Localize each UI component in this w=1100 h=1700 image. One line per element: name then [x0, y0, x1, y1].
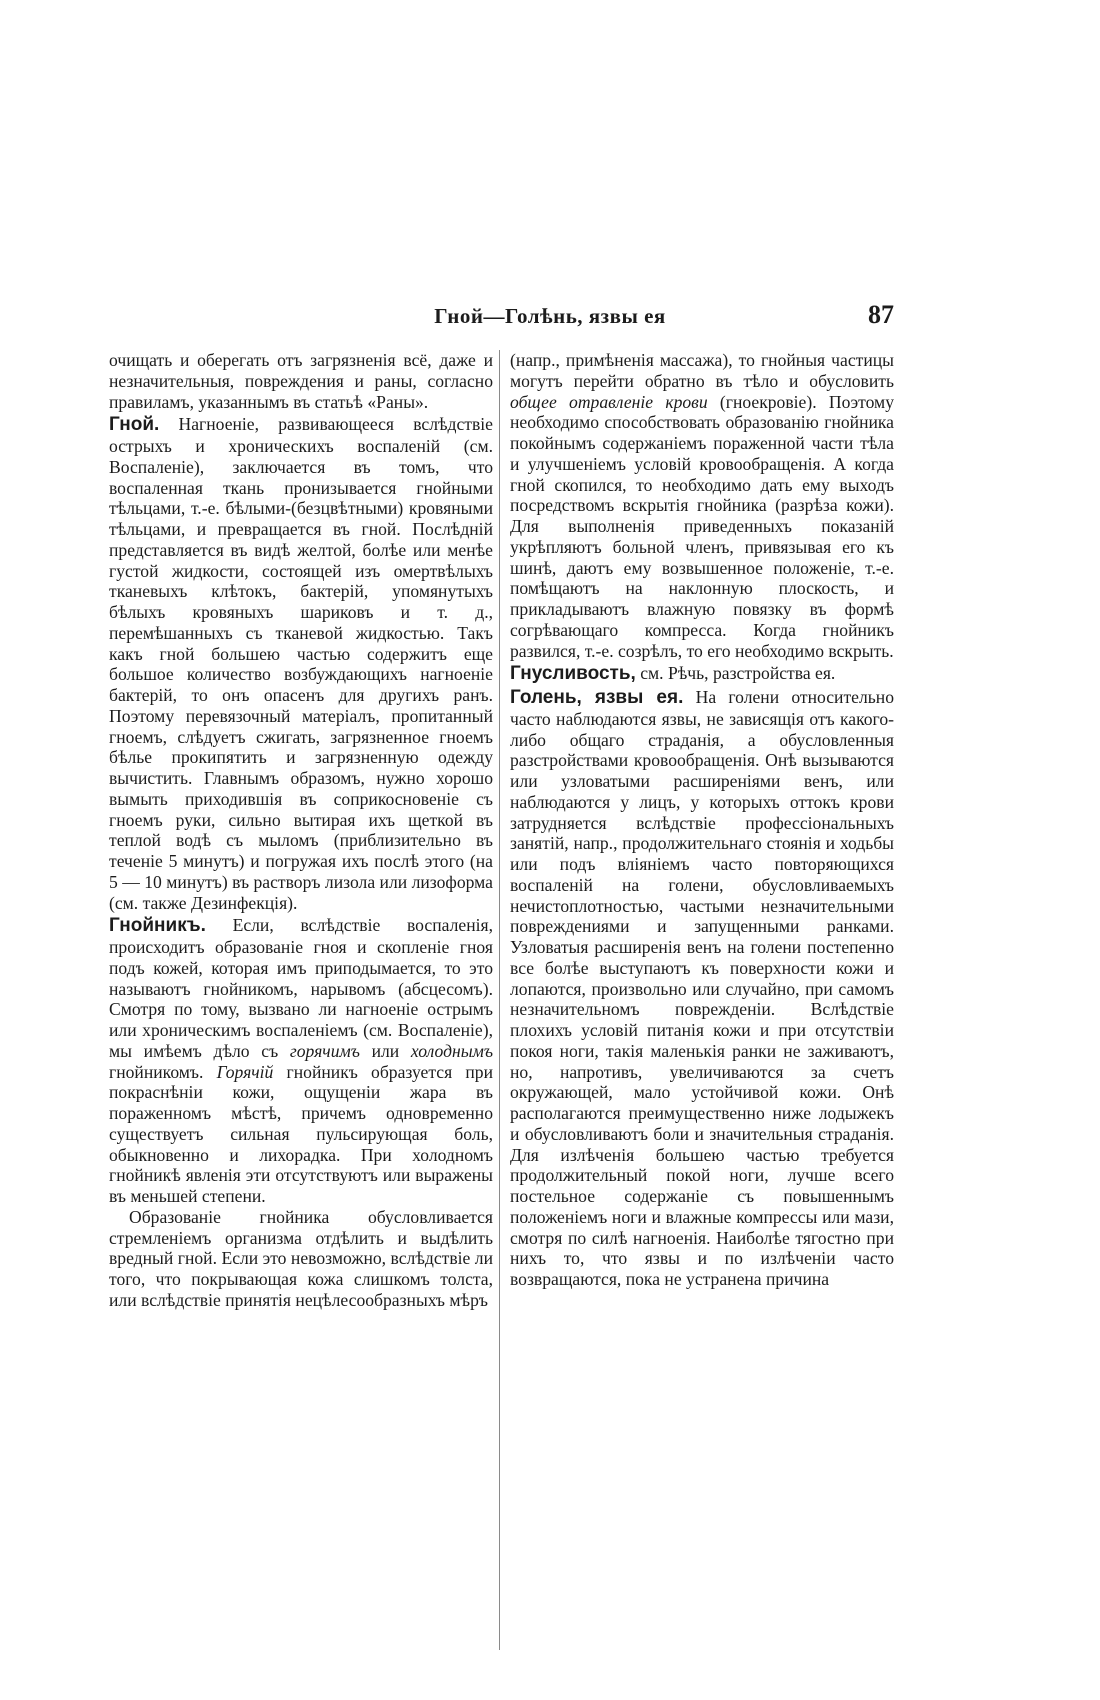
emphasis-term: Горячій	[216, 1061, 274, 1082]
entry-headword: Голень, язвы ея.	[510, 687, 684, 708]
entry-golen	[510, 687, 894, 1290]
entry-text: гнойникомъ.	[109, 1061, 204, 1082]
entry-text: или	[371, 1040, 400, 1061]
running-title: Гной—Голѣнь, язвы ея	[434, 304, 666, 328]
entry-text: Если, вслѣдствіе воспаленія, происходитъ образованіе гноя и скопленіе гноя подъ кожей, которая имъ приподымается, то это называютъ гнойникомъ, нарывомъ (абсцесомъ). Смотря по тому, вызвано ли нагноеніе острымъ или хроническимъ воспаленіемъ (см. Воспаленіе), мы имѣемъ дѣло съ	[109, 915, 493, 1061]
entry-gnuslivost	[510, 663, 894, 685]
paragraph: Образованіе гнойника обусловливается стремленіемъ организма отдѣлить и выдѣлить вредный гной. Если это невозможно, вслѣдствіе ли того, что покрывающая кожа слишкомъ толста, или вслѣдствіе принятія нецѣлесообразныхъ мѣръ	[109, 1206, 493, 1310]
entry-text: см. Рѣчь, разстройства ея.	[640, 663, 836, 684]
entry-headword: Гной.	[109, 414, 160, 436]
paragraph-continuation	[510, 350, 894, 661]
entry-text: На голени относительно часто наблюдаются язвы, не зависящія отъ какого-либо общаго страданія, а обусловленныя разстройствами кровообращенія. Онѣ вызываются или узловатыми расширеніями венъ, или наблюдаются у лицъ, у которыхъ оттокъ крови затрудняется вслѣдствіе профессіональныхъ занятій, напр., продолжительнаго стоянія и ходьбы или подъ вліяніемъ часто повторяющихся воспаленій на голени, обусловливаемыхъ нечистоплотностью, частыми незначительными повреждениями и запущенными ранками. Узловатыя расширенія венъ на голени постепенно все болѣе выступаютъ къ поверхности кожи и лопаются, произвольно или случайно, при самомъ незначительномъ поврежденіи. Вслѣдствіе плохихъ условій питанія кожи и при отсутствіи покоя ноги, такія маленькія ранки не заживаютъ, но, напротивъ, увеличиваются за счетъ окружающей, мало устойчивой кожи. Онѣ располагаются преимущественно ниже лодыжекъ и обусловливаютъ боли и значительныя страданія. Для излѣченія большею частью требуется продолжительный покой ноги, лучше всего постельное содержаніе съ повышеннымъ положеніемъ ноги и влажные компрессы или мази, смотря по силѣ нагноенія. Наиболѣе тягостно при нихъ то, что язвы и по излѣченіи часто возвращаются, пока не устранена причина	[510, 687, 894, 1289]
paragraph-text: (напр., примѣненія массажа), то гнойныя частицы могутъ перейти обратно въ тѣло и обусловить	[510, 350, 894, 391]
entry-headword: Гнойникъ.	[109, 915, 206, 937]
emphasis-term: холоднымъ	[410, 1040, 493, 1061]
paragraph-continuation: очищать и оберегать отъ загрязненія всё, даже и незначительныя, повреждения и раны, согласно правиламъ, указаннымъ въ статьѣ «Раны».	[109, 350, 493, 412]
emphasis-term: горячимъ	[289, 1040, 360, 1061]
column-divider	[499, 350, 500, 1650]
left-column	[109, 350, 493, 1311]
entry-gnoy	[109, 414, 493, 913]
entry-gnoynik	[109, 915, 493, 1207]
right-column	[510, 350, 894, 1290]
emphasis-term: общее отравленіе крови	[510, 391, 708, 412]
entry-headword: Гнусливость,	[510, 663, 636, 685]
entry-text: Нагноеніе, развивающееся вслѣдствіе острыхъ и хроническихъ воспаленій (см. Воспаленіе), заключается въ томъ, что воспаленная ткань пронизывается гнойными тѣльцами, т.-е. бѣлыми-(безцвѣтными) кровяными тѣльцами, и превращается въ гной. Послѣдній представляется въ видѣ желтой, болѣе или менѣе густой жидкости, состоящей изъ омертвѣлыхъ тканевыхъ клѣтокъ, бактерій, упомянутыхъ бѣлыхъ кровяныхъ шариковъ и т. д., перемѣшанныхъ съ тканевой жидкостью. Такъ какъ гной большею частью содержитъ еще большое количество возбуждающихъ нагноеніе бактерій, то онъ опасенъ для другихъ ранъ. Поэтому перевязочный матеріалъ, пропитанный гноемъ, слѣдуетъ сжигать, загрязненное гноемъ бѣлье прокипятить и загрязненную одежду вычистить. Главнымъ образомъ, нужно хорошо вымыть приходившія въ соприкосновеніе съ гноемъ руки, сильно вытирая ихъ щеткой въ теплой водѣ съ мыломъ (приблизительно въ теченіе 5 минутъ) и погружая ихъ послѣ этого (на 5 — 10 минутъ) въ растворъ лизола или лизоформа (см. также Дезинфекція).	[109, 414, 493, 913]
entry-text: гнойникъ образуется при покраснѣніи кожи, ощущеніи жара въ пораженномъ мѣстѣ, причемъ одновременно существуетъ сильная пульсирующая боль, обыкновенно и лихорадка. При холодномъ гнойникѣ явленія эти отсутствуютъ или выражены въ меньшей степени.	[109, 1061, 493, 1206]
page-number: 87	[868, 300, 894, 329]
paragraph-text: (гноекровіе). Поэтому необходимо способствовать образованію гнойника покойнымъ содержаніемъ пораженной части тѣла и улучшеніемъ условій кровообращенія. А когда гной скопился, то необходимо дать ему выходъ посредствомъ вскрытія гнойника (разрѣза кожи). Для выполненія приведенныхъ показаній укрѣпляютъ больной членъ, привязывая его къ шинѣ, даютъ ему возвышенное положеніе, т.-е. помѣщаютъ на наклонную плоскость, и прикладываютъ влажную повязку въ формѣ согрѣвающаго компресса. Когда гнойникъ развился, т.-е. созрѣлъ, то его необходимо вскрыть.	[510, 391, 894, 661]
